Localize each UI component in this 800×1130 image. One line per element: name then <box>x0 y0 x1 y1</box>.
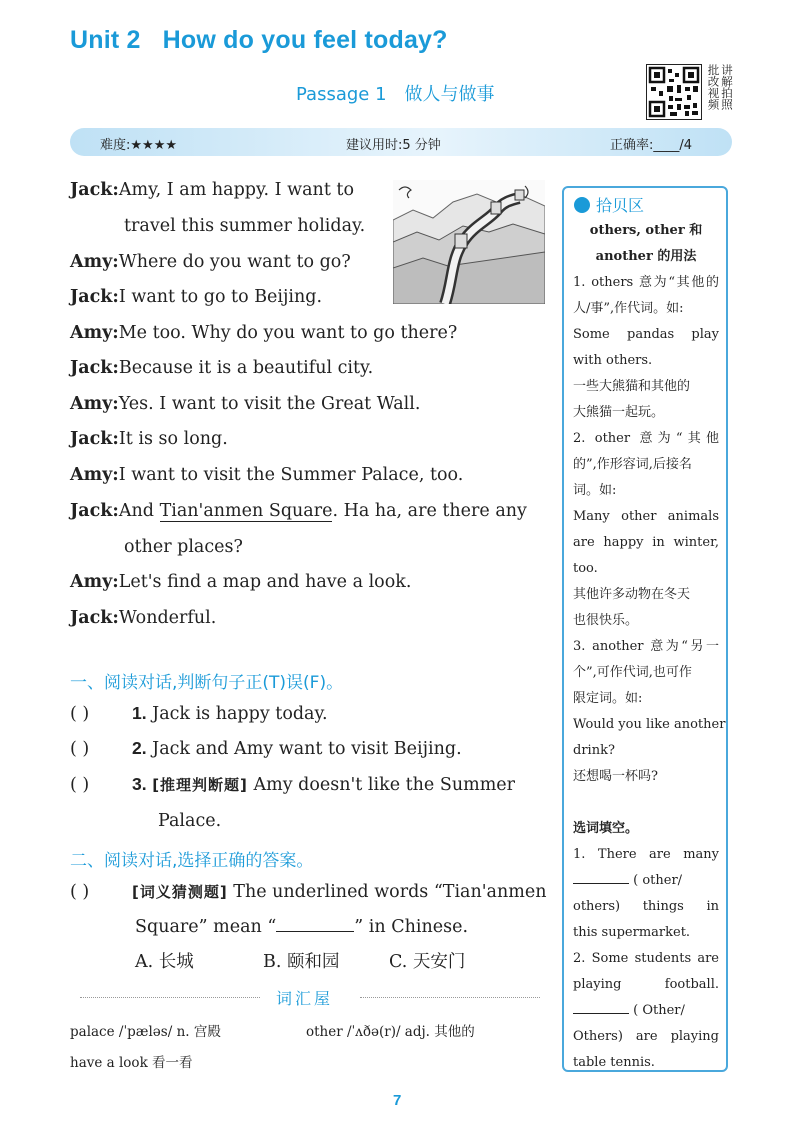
dialogue-line: Jack:It is so long. <box>70 429 228 449</box>
qr-code-icon[interactable] <box>646 64 702 120</box>
question-vocab-guess-continued: Square” mean “ ” in Chinese. <box>135 917 469 937</box>
difficulty-rating: 难度:★★★★ <box>100 138 177 153</box>
shell-icon <box>574 197 590 213</box>
vocab-title: 词汇屋 <box>276 989 334 1008</box>
option-a[interactable]: A. 长城 <box>135 952 194 972</box>
passage-theme: 做人与做事 <box>404 84 495 105</box>
sidebar-line: drink? <box>573 743 615 758</box>
suggested-time: 建议用时:5 分钟 <box>346 138 441 153</box>
sidebar-line: 还想喝一杯吗? <box>573 769 658 784</box>
passage-title <box>296 80 495 106</box>
sidebar-line: 2. other 意为“其他 <box>573 431 719 446</box>
sidebar-line: Some pandas play <box>573 327 719 342</box>
answer-blank[interactable] <box>573 871 629 884</box>
vocab-item: palace /ˈpæləs/ n. 宫殿 <box>70 1024 221 1040</box>
dialogue-line-continued: travel this summer holiday. <box>124 216 366 236</box>
vocab-heading <box>70 986 540 1010</box>
answer-blank[interactable] <box>276 917 354 932</box>
section-2-heading: 二、阅读对话,选择正确的答案。 <box>70 851 314 871</box>
vocab-item: other /ˈʌðə(r)/ adj. 其他的 <box>306 1024 475 1040</box>
sidebar-subtitle: others, other 和 <box>589 223 703 238</box>
question-2: ( ) 2. Jack and Amy want to visit Beijing. <box>70 738 462 759</box>
page-number: 7 <box>393 1092 402 1109</box>
vocab-item: have a look 看一看 <box>70 1055 193 1071</box>
accuracy-rate: 正确率:____/4 <box>610 138 693 153</box>
exercise-line: ( Other/ <box>573 998 719 1024</box>
dialogue-line: Amy:Where do you want to go? <box>70 252 351 272</box>
sidebar-line: 的”,作形容词,后接名 <box>573 457 692 472</box>
unit-name: How do you feel today? <box>162 26 448 54</box>
answer-box[interactable]: ( ) <box>70 704 90 724</box>
exercise-line: others) things in <box>573 899 719 914</box>
underlined-phrase: Tian'anmen Square <box>159 501 333 521</box>
dialogue-line: Amy:Let's find a map and have a look. <box>70 572 412 592</box>
answer-box[interactable]: ( ) <box>70 882 90 902</box>
unit-number: Unit 2 <box>70 26 141 54</box>
sidebar-line: Many other animals <box>573 509 719 524</box>
option-c[interactable]: C. 天安门 <box>389 952 466 972</box>
answer-box[interactable]: ( ) <box>70 775 90 795</box>
answer-blank[interactable] <box>573 1001 629 1014</box>
divider <box>360 997 540 998</box>
exercise-line: table tennis. <box>573 1055 655 1070</box>
qr-label: 讲解拍照批改视频 <box>706 64 734 110</box>
sidebar-line: 一些大熊猫和其他的 <box>573 379 691 394</box>
dialogue-line: Amy:I want to visit the Summer Palace, too. <box>70 465 464 485</box>
sidebar-line: 也很快乐。 <box>573 613 639 628</box>
question-3: ( ) 3. [推理判断题] Amy doesn't like the Summer <box>70 774 516 795</box>
answer-box[interactable]: ( ) <box>70 739 90 759</box>
section-1-heading: 一、阅读对话,判断句子正(T)误(F)。 <box>70 673 344 693</box>
sidebar-line: 其他许多动物在冬天 <box>573 587 691 602</box>
question-vocab-guess: ( ) [词义猜测题] The underlined words “Tian'anmen <box>70 882 547 902</box>
exercise-line: 1. There are many <box>573 847 719 862</box>
unit-title <box>70 26 448 55</box>
dialogue-line: Jack:Amy, I am happy. I want to <box>70 180 354 200</box>
exercise-title: 选词填空。 <box>573 821 639 836</box>
exercise-line: this supermarket. <box>573 925 691 940</box>
sidebar-line: too. <box>573 561 598 576</box>
question-tag: [词义猜测题] <box>132 883 228 901</box>
passage-number: Passage 1 <box>296 84 387 105</box>
exercise-line: Others) are playing <box>573 1029 719 1044</box>
sidebar-line: are happy in winter, <box>573 535 719 550</box>
divider <box>80 997 260 998</box>
exercise-line: 2. Some students are <box>573 951 719 966</box>
info-bar <box>70 128 732 156</box>
question-3-continued: Palace. <box>158 811 222 831</box>
sidebar-line: 人/事”,作代词。如: <box>573 301 684 316</box>
sidebar-subtitle: another 的用法 <box>595 249 697 264</box>
dialogue-line-continued: other places? <box>124 537 243 557</box>
sidebar-line: 1. others 意为“其他的 <box>573 275 719 290</box>
exercise-line: playing football. <box>573 977 719 992</box>
sidebar-line: with others. <box>573 353 653 368</box>
sidebar-line: 3. another 意为“另一 <box>573 639 719 654</box>
sidebar-line: 大熊猫一起玩。 <box>573 405 665 420</box>
dialogue-line: Amy:Me too. Why do you want to go there? <box>70 323 458 343</box>
sidebar-title: 拾贝区 <box>574 193 644 216</box>
dialogue-line: Jack:And Tian'anmen Square. Ha ha, are there any <box>70 501 527 521</box>
sidebar-line: 限定词。如: <box>573 691 643 706</box>
option-b[interactable]: B. 颐和园 <box>263 952 340 972</box>
sidebar-line: 个”,可作代词,也可作 <box>573 665 692 680</box>
sidebar-line: Would you like another <box>573 717 726 732</box>
dialogue-line: Jack:I want to go to Beijing. <box>70 287 323 307</box>
dialogue-line: Amy:Yes. I want to visit the Great Wall. <box>70 394 421 414</box>
dialogue-line: Jack:Because it is a beautiful city. <box>70 358 374 378</box>
sidebar-line: 词。如: <box>573 483 617 498</box>
great-wall-illustration <box>393 180 545 304</box>
exercise-line: ( other/ <box>573 868 719 894</box>
dialogue-line: Jack:Wonderful. <box>70 608 217 628</box>
question-1: ( ) 1. Jack is happy today. <box>70 703 328 724</box>
question-tag: [推理判断题] <box>152 776 248 794</box>
